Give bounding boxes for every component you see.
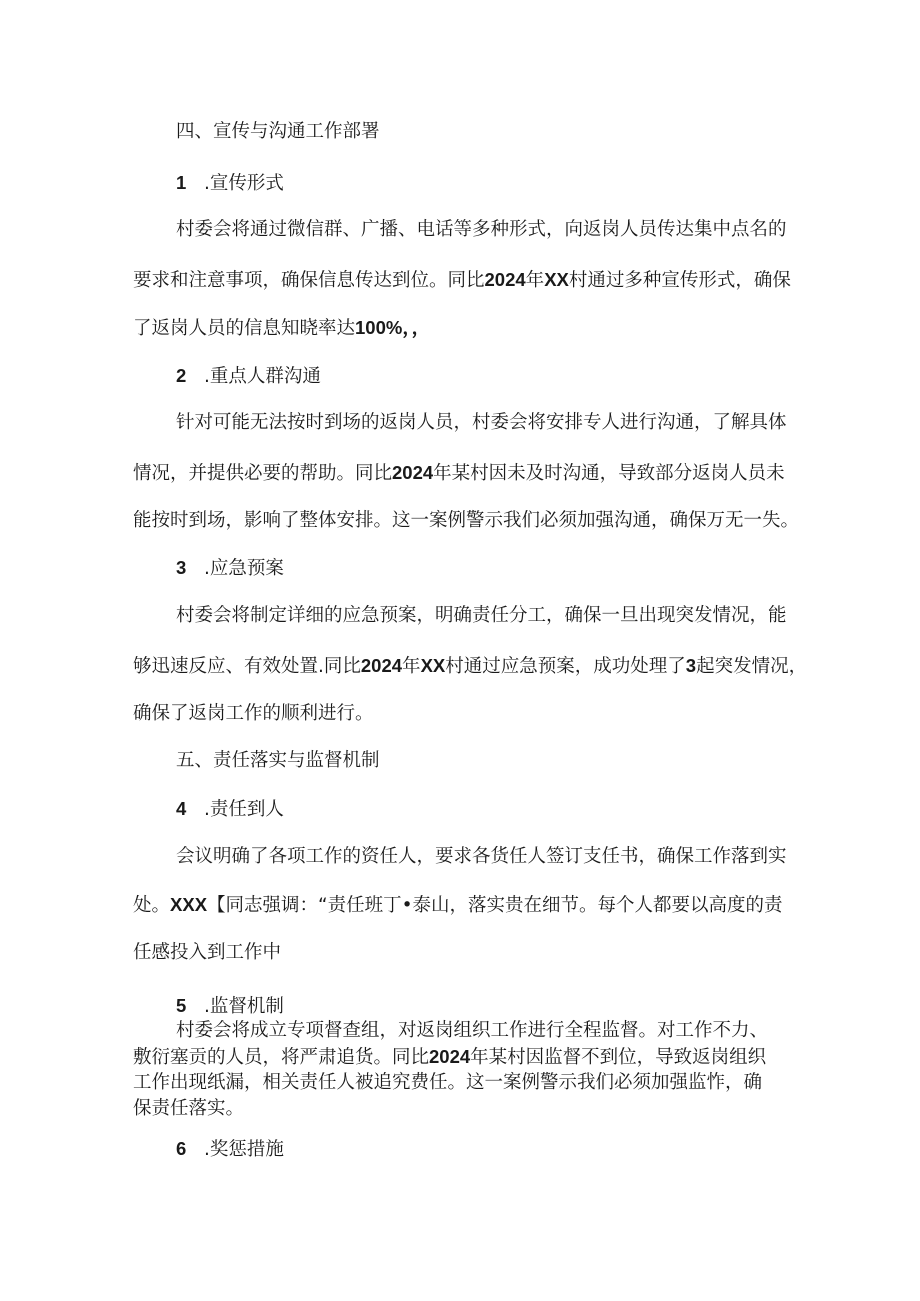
paragraph-line: 情况，并提供必要的帮助。同比2024年某村因未及时沟通，导致部分返岗人员未 — [133, 462, 785, 484]
item-number: 1 — [176, 172, 187, 193]
paragraph-line: 够迅速反应、有效处置.同比2024年XX村通过应急预案，成功处理了3起突发情况， — [133, 655, 808, 677]
item-number: 4 — [176, 798, 187, 819]
item-title: .应急预案 — [204, 558, 284, 579]
item-heading — [176, 171, 284, 196]
paragraph-line: 工作出现纸漏，相关责任人被追究费任。这一案例警示我们必须加强监怍，确 — [133, 1072, 763, 1093]
paragraph-line: 了返岗人员的信息知晓率达100%，， — [133, 317, 431, 339]
item-title: .责任到人 — [204, 799, 284, 820]
paragraph-line: 村委会将制定详细的应急预案，明确责任分工，确保一旦出现突发情况，能 — [176, 605, 787, 626]
item-title: .重点人群沟通 — [204, 366, 321, 387]
item-number: 2 — [176, 365, 187, 386]
paragraph-line: 针对可能无法按时到场的返岗人员，村委会将安排专人进行沟通，了解具体 — [176, 412, 787, 433]
item-heading — [176, 797, 284, 822]
paragraph-line: 村委会将成立专项督查组，对返岗组织工作进行全程监督。对工作不力、 — [176, 1020, 769, 1041]
item-number: 3 — [176, 557, 187, 578]
paragraph-line: 要求和注意事项，确保信息传达到位。同比2024年XX村通过多种宣传形式，确保 — [133, 269, 791, 291]
item-title: .监督机制 — [204, 996, 284, 1017]
item-title: .奖惩措施 — [204, 1139, 284, 1160]
section-heading: 五、责任落实与监督机制 — [176, 750, 380, 771]
item-heading — [176, 364, 321, 389]
item-number: 5 — [176, 995, 187, 1016]
paragraph-line: 村委会将通过微信群、广播、电话等多种形式，向返岗人员传达集中点名的 — [176, 219, 787, 240]
paragraph-line: 任感投入到工作中 — [133, 942, 282, 963]
item-heading — [176, 1137, 284, 1162]
item-heading — [176, 994, 284, 1019]
item-number: 6 — [176, 1138, 187, 1159]
paragraph-line: 能按时到场，影响了整体安排。这一案例警示我们必须加强沟通，确保万无一失。 — [133, 510, 800, 531]
paragraph-line: 保责任落实。 — [133, 1098, 245, 1119]
paragraph-line: 处。XXX【同志强调：“责任班丁•泰山，落实贵在细节。每个人都要以高度的责 — [133, 894, 783, 916]
paragraph-line: 确保了返岗工作的顺利进行。 — [133, 703, 374, 724]
item-heading — [176, 556, 284, 581]
item-title: .宣传形式 — [204, 173, 284, 194]
paragraph-line: 会议明确了各项工作的资任人，要求各货任人签订支任书，确保工作落到实 — [176, 846, 787, 867]
section-heading: 四、宣传与沟通工作部署 — [176, 121, 380, 142]
paragraph-line: 敷衍塞贡的人员，将严肃追货。同比2024年某村因监督不到位，导致返岗组织 — [133, 1046, 767, 1068]
